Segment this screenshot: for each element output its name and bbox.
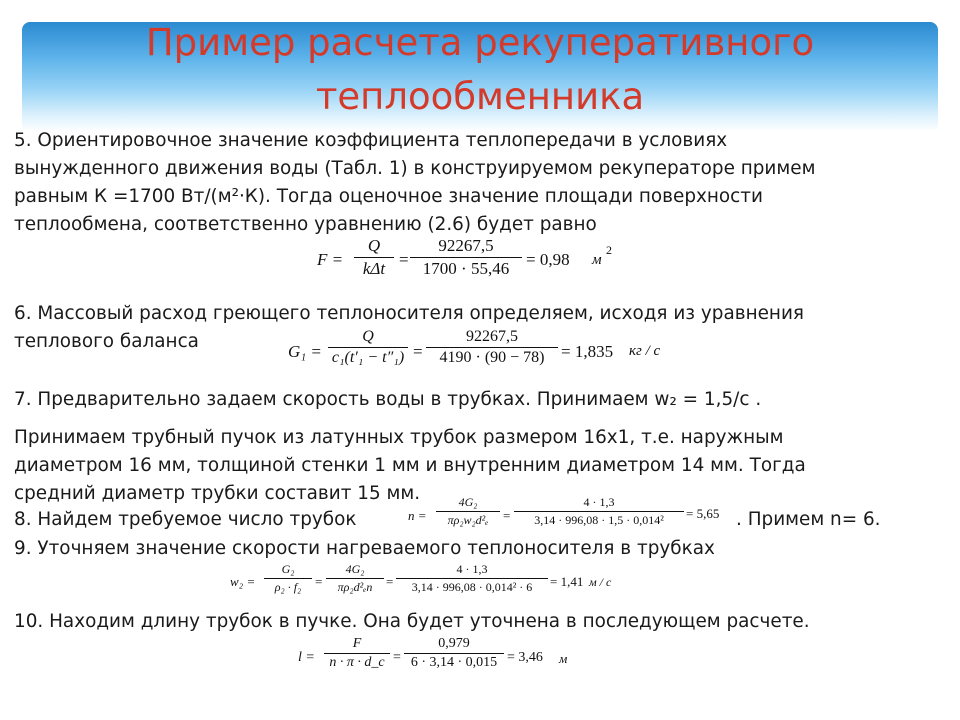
formula-F-unit: м	[592, 252, 602, 268]
formula-F-frac1-num: Q	[367, 236, 381, 255]
step7-paragraph	[14, 424, 806, 508]
fraction-bar	[514, 511, 684, 512]
formula-w2-eq1: =	[315, 574, 323, 589]
formula-G1-frac1-den: c₁(t′₁ − t″₁)	[331, 349, 405, 366]
formula-w2-frac3-num: 4 · 1,3	[456, 562, 488, 576]
step8-suffix: . Примем n= 6.	[736, 509, 881, 530]
formula-F-frac1	[354, 236, 394, 279]
formula-n-lhs: n =	[408, 508, 427, 523]
formula-F-frac2	[410, 236, 522, 279]
step5-paragraph	[14, 127, 815, 239]
formula-F-result: = 0,98	[526, 250, 570, 269]
step7-line: диаметром 16 мм, толщиной стенки 1 мм и внутренним диаметром 14 мм. Тогда	[14, 455, 806, 476]
formula-n-eq: =	[503, 508, 511, 523]
formula-w2-frac2	[326, 562, 384, 595]
formula-w2-frac3-den: 3,14 · 996,08 · 0,014² · 6	[411, 580, 533, 594]
fraction-bar	[354, 257, 394, 258]
formula-n-frac1	[436, 495, 500, 528]
step10-text: 10. Находим длину трубок в пучке. Она будет уточнена в последующем расчете.	[14, 611, 810, 632]
step7-line: средний диаметр трубки составит 15 мм.	[14, 483, 421, 504]
formula-l-lhs: l =	[298, 650, 315, 665]
step5-line: равным К =1700 Вт/(м²·К). Тогда оценочное значение площади поверхности	[14, 186, 763, 207]
formula-w2-frac2-den: πρ₂d²ₑn	[337, 580, 373, 594]
formula-G1-eq: =	[413, 342, 423, 361]
formula-w2-frac1-den: ρ₂ · f₂	[274, 580, 302, 594]
formula-n-result: = 5,65	[686, 506, 720, 521]
formula-G1-frac2-den: 4190 · (90 − 78)	[439, 349, 545, 366]
formula-G1-unit: кг / с	[629, 343, 661, 359]
fraction-bar	[426, 347, 558, 348]
formula-n-frac2-den: 3,14 · 996,08 · 1,5 · 0,014²	[534, 513, 664, 527]
formula-n-frac1-den: πρ₂w₂d²ₑ	[447, 513, 489, 527]
fraction-bar	[410, 257, 522, 258]
formula-F-eq: =	[399, 250, 409, 269]
step8-text: 8. Найдем требуемое число трубок	[14, 509, 357, 530]
formula-w2-unit: м / с	[589, 575, 612, 589]
formula-l-frac1-den: n · π · d_c	[329, 655, 385, 670]
step9-text: 9. Уточняем значение скорости нагреваемого теплоносителя в трубках	[14, 538, 715, 559]
formula-l-result: = 3,46	[507, 650, 543, 665]
formula-n-frac2	[514, 495, 684, 528]
formula-G1-lhs: G₁ =	[288, 342, 322, 361]
formula-F-unit-exp: 2	[606, 243, 612, 257]
formula-l-frac2	[404, 636, 504, 671]
formula-w2-frac1-num: G₂	[281, 562, 295, 576]
fraction-bar	[404, 653, 504, 654]
formula-n-frac2-num: 4 · 1,3	[583, 495, 615, 509]
formula-F-frac2-num: 92267,5	[438, 236, 494, 255]
step7-first-line: 7. Предварительно задаем скорость воды в трубках. Принимаем w₂ = 1,5/с .	[14, 389, 762, 410]
formula-w2-result: = 1,41	[550, 574, 584, 589]
formula-G1-frac2	[426, 328, 558, 367]
formula-w2-frac1	[264, 562, 312, 595]
formula-w2-eq2: =	[386, 574, 394, 589]
formula-l-frac2-num: 0,979	[438, 636, 470, 651]
formula-G1-frac2-num: 92267,5	[466, 328, 518, 345]
formula-l-eq: =	[393, 650, 401, 665]
formula-l-frac2-den: 6 · 3,14 · 0,015	[410, 655, 498, 670]
formula-w2-lhs: w₂ =	[230, 574, 256, 589]
formula-F-frac1-den: kΔt	[362, 259, 386, 278]
title-line-2: теплообменника	[315, 75, 645, 118]
formula-G1-frac1	[328, 328, 408, 367]
formula-w2-frac2-num: 4G₂	[345, 562, 365, 576]
fraction-bar	[324, 653, 390, 654]
fraction-bar	[264, 578, 312, 579]
step6-line: теплового баланса	[14, 331, 199, 352]
fraction-bar	[396, 578, 548, 579]
formula-l-unit: м	[559, 651, 568, 666]
title-line-1: Пример расчета рекуперативного	[145, 21, 815, 64]
formula-w2-frac3	[396, 562, 548, 595]
fraction-bar	[328, 347, 408, 348]
step5-line: 5. Ориентировочное значение коэффициента теплопередачи в условиях	[14, 130, 728, 151]
formula-n-frac1-num: 4G₂	[458, 495, 478, 509]
slide-title	[22, 16, 938, 124]
formula-F-frac2-den: 1700 · 55,46	[422, 259, 510, 278]
formula-G1-result: = 1,835	[561, 342, 614, 361]
formula-l-frac1-num: F	[352, 636, 362, 651]
step6-line: 6. Массовый расход греющего теплоносителя определяем, исходя из уравнения	[14, 303, 804, 324]
step7-line: Принимаем трубный пучок из латунных трубок размером 16х1, т.е. наружным	[14, 427, 784, 448]
formula-F-lhs: F =	[317, 250, 344, 269]
fraction-bar	[326, 578, 384, 579]
step5-line: вынужденного движения воды (Табл. 1) в конструируемом рекуператоре примем	[14, 158, 816, 179]
fraction-bar	[436, 511, 500, 512]
step6-paragraph	[14, 300, 804, 356]
formula-l-frac1	[324, 636, 390, 671]
step5-line: теплообмена, соответственно уравнению (2.6) будет равно	[14, 214, 597, 235]
formula-G1-frac1-num: Q	[362, 328, 374, 345]
